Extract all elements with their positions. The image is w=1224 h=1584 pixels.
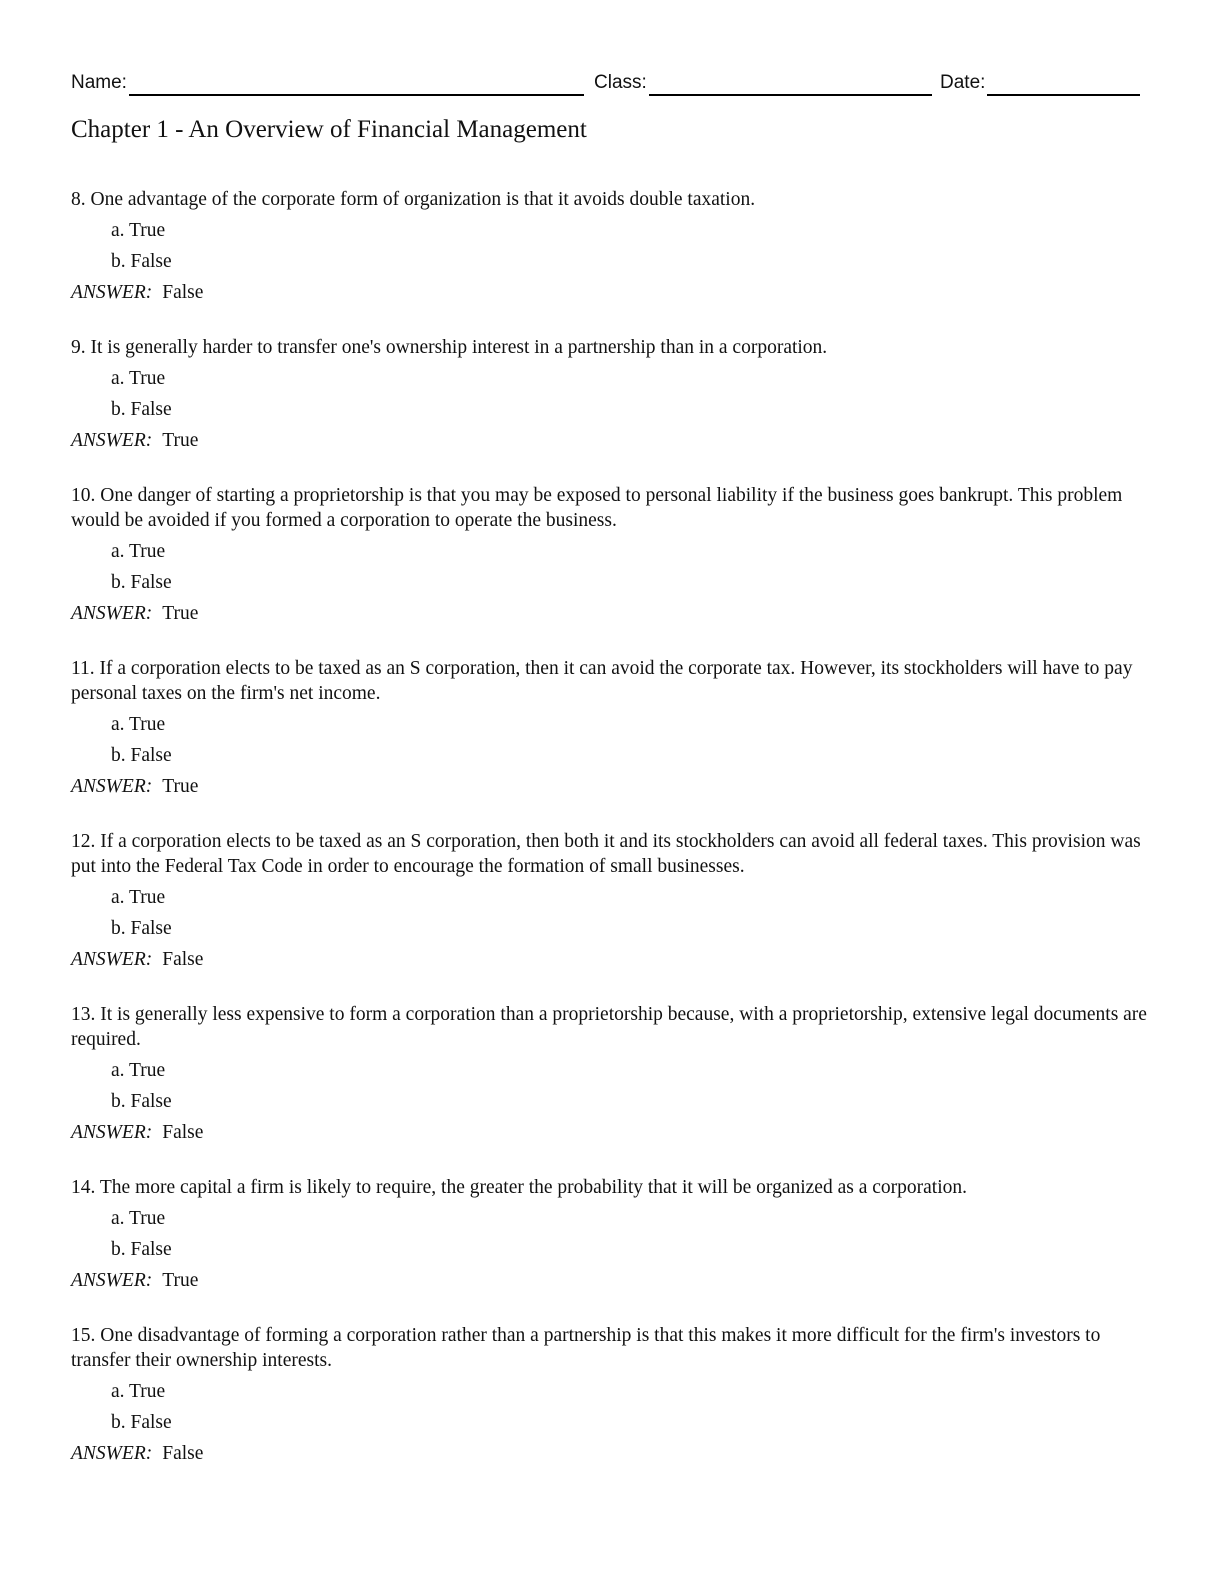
class-field: [594, 70, 932, 96]
question-item: [71, 829, 1151, 972]
answer-line: [71, 428, 1151, 453]
question-stem: 12. If a corporation elects to be taxed as an S corporation, then both it and its stockholders can avoid all federal taxes. This provision was put into the Federal Tax Code in order to encourage the formation of small businesses.: [71, 831, 1141, 877]
answer-option: a. True: [111, 1208, 166, 1229]
answer-line: [71, 1120, 1151, 1145]
question-stem: 13. It is generally less expensive to form a corporation than a proprietorship because, with a proprietorship, extensive legal documents are required.: [71, 1004, 1147, 1050]
answer-label: ANSWER:: [71, 1122, 153, 1143]
answer-option: b. False: [111, 251, 172, 272]
answer-option: a. True: [111, 541, 166, 562]
answer-option: b. False: [111, 1239, 172, 1260]
answer-value: True: [162, 1270, 199, 1291]
class-label: Class:: [594, 72, 647, 93]
question-item: [71, 335, 1151, 453]
answer-label: ANSWER:: [71, 603, 153, 624]
answer-value: False: [162, 282, 204, 303]
answer-option: a. True: [111, 220, 166, 241]
answer-option: b. False: [111, 1412, 172, 1433]
answer-line: [71, 280, 1151, 305]
answer-value: False: [162, 949, 204, 970]
answer-option: a. True: [111, 887, 166, 908]
answer-line: [71, 601, 1151, 626]
answer-option: b. False: [111, 745, 172, 766]
name-blank-line: [129, 72, 584, 96]
answer-value: False: [162, 1443, 204, 1464]
answer-option: b. False: [111, 918, 172, 939]
answer-label: ANSWER:: [71, 282, 153, 303]
name-field: [71, 70, 584, 96]
answer-option: b. False: [111, 399, 172, 420]
date-field: [940, 70, 1140, 96]
answer-line: [71, 1268, 1151, 1293]
answer-line: [71, 947, 1151, 972]
question-item: [71, 656, 1151, 799]
date-blank-line: [987, 72, 1140, 96]
question-stem: 14. The more capital a firm is likely to require, the greater the probability that it will be organized as a corporation.: [71, 1177, 967, 1198]
question-list: [71, 187, 1151, 1496]
answer-label: ANSWER:: [71, 776, 153, 797]
question-stem: 15. One disadvantage of forming a corporation rather than a partnership is that this makes it more difficult for the firm's investors to transfer their ownership interests.: [71, 1325, 1101, 1371]
question-item: [71, 1002, 1151, 1145]
answer-label: ANSWER:: [71, 949, 153, 970]
answer-option: a. True: [111, 714, 166, 735]
answer-label: ANSWER:: [71, 1443, 153, 1464]
chapter-title: Chapter 1 - An Overview of Financial Management: [71, 116, 587, 143]
question-stem: 8. One advantage of the corporate form of organization is that it avoids double taxation.: [71, 189, 756, 210]
answer-line: [71, 1441, 1151, 1466]
question-stem: 10. One danger of starting a proprietorship is that you may be exposed to personal liability if the business goes bankrupt. This problem would be avoided if you formed a corporation to operate the business.: [71, 485, 1123, 531]
question-item: [71, 1175, 1151, 1293]
class-blank-line: [649, 72, 932, 96]
date-label: Date:: [940, 72, 986, 93]
question-item: [71, 187, 1151, 305]
answer-option: b. False: [111, 1091, 172, 1112]
answer-value: False: [162, 1122, 204, 1143]
answer-option: b. False: [111, 572, 172, 593]
question-item: [71, 1323, 1151, 1466]
question-stem: 9. It is generally harder to transfer one's ownership interest in a partnership than in a corporation.: [71, 337, 828, 358]
answer-line: [71, 774, 1151, 799]
answer-value: True: [162, 603, 199, 624]
question-item: [71, 483, 1151, 626]
answer-option: a. True: [111, 1381, 166, 1402]
answer-label: ANSWER:: [71, 430, 153, 451]
answer-option: a. True: [111, 368, 166, 389]
answer-option: a. True: [111, 1060, 166, 1081]
answer-value: True: [162, 430, 199, 451]
answer-value: True: [162, 776, 199, 797]
answer-label: ANSWER:: [71, 1270, 153, 1291]
name-label: Name:: [71, 72, 127, 93]
question-stem: 11. If a corporation elects to be taxed as an S corporation, then it can avoid the corporate tax. However, its stockholders will have to pay personal taxes on the firm's net income.: [71, 658, 1133, 704]
student-info-header: [71, 70, 1143, 98]
